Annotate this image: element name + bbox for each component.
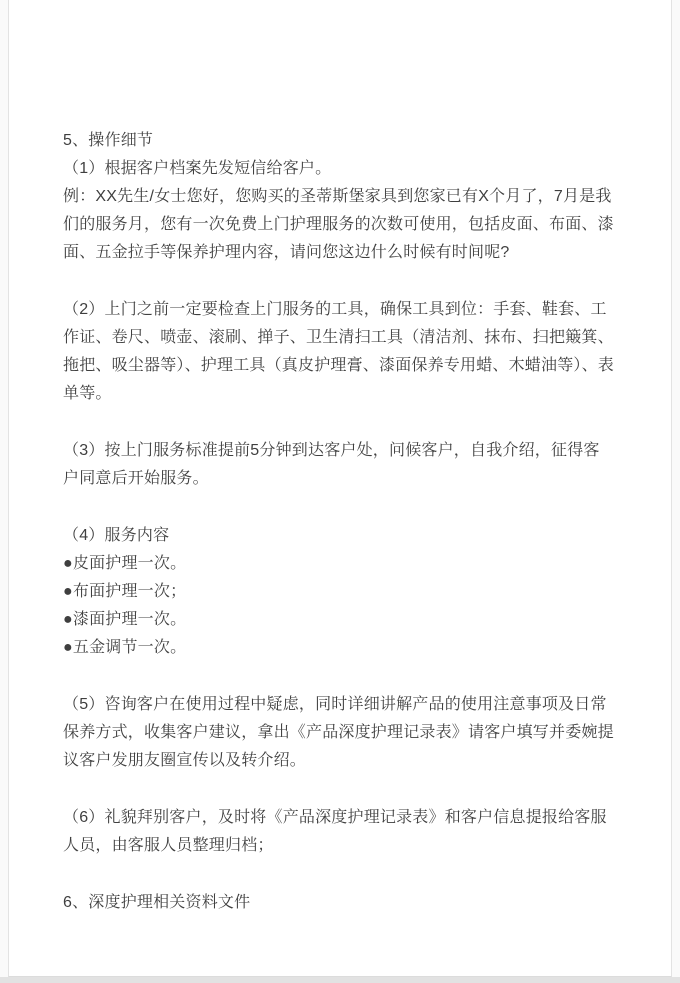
service-item-hardware: ●五金调节一次。 bbox=[63, 639, 187, 656]
step-3-text: （3）按上门服务标准提前5分钟到达客户处，问候客户，自我介绍，征得客户同意后开始服务。 bbox=[63, 442, 600, 487]
step-6-text: （6）礼貌拜别客户，及时将《产品深度护理记录表》和客户信息提报给客服人员，由客服人员整理归档； bbox=[63, 809, 607, 854]
document-content bbox=[9, 0, 615, 917]
service-item-fabric: ●布面护理一次； bbox=[63, 583, 187, 600]
step-5-text: （5）咨询客户在使用过程中疑虑，同时详细讲解产品的使用注意事项及日常保养方式，收集客户建议，拿出《产品深度护理记录表》请客户填写并委婉提议客户发朋友圈宣传以及转介绍。 bbox=[63, 696, 614, 769]
step-1-example-text: 例：XX先生/女士您好，您购买的圣蒂斯堡家具到您家已有X个月了，7月是我们的服务月，您有一次免费上门护理服务的次数可使用，包括皮面、布面、漆面、五金拉手等保养护理内容，请问您这边什么时候有时间呢? bbox=[63, 188, 614, 261]
section-6-heading: 6、深度护理相关资料文件 bbox=[63, 894, 251, 911]
page-bottom-edge bbox=[0, 977, 680, 983]
service-item-leather: ●皮面护理一次。 bbox=[63, 555, 187, 572]
section-5-heading: 5、操作细节 bbox=[63, 132, 154, 149]
step-4-heading: （4）服务内容 bbox=[63, 527, 170, 544]
document-page bbox=[8, 0, 672, 977]
service-item-paint: ●漆面护理一次。 bbox=[63, 611, 187, 628]
step-1-text: （1）根据客户档案先发短信给客户。 bbox=[63, 160, 332, 177]
step-2-text: （2）上门之前一定要检查上门服务的工具，确保工具到位：手套、鞋套、工作证、卷尺、喷壶、滚刷、掸子、卫生清扫工具（清洁剂、抹布、扫把簸箕、拖把、吸尘器等）、护理工具（真皮护理膏、漆面保养专用蜡、木蜡油等）、表单等。 bbox=[63, 301, 615, 402]
